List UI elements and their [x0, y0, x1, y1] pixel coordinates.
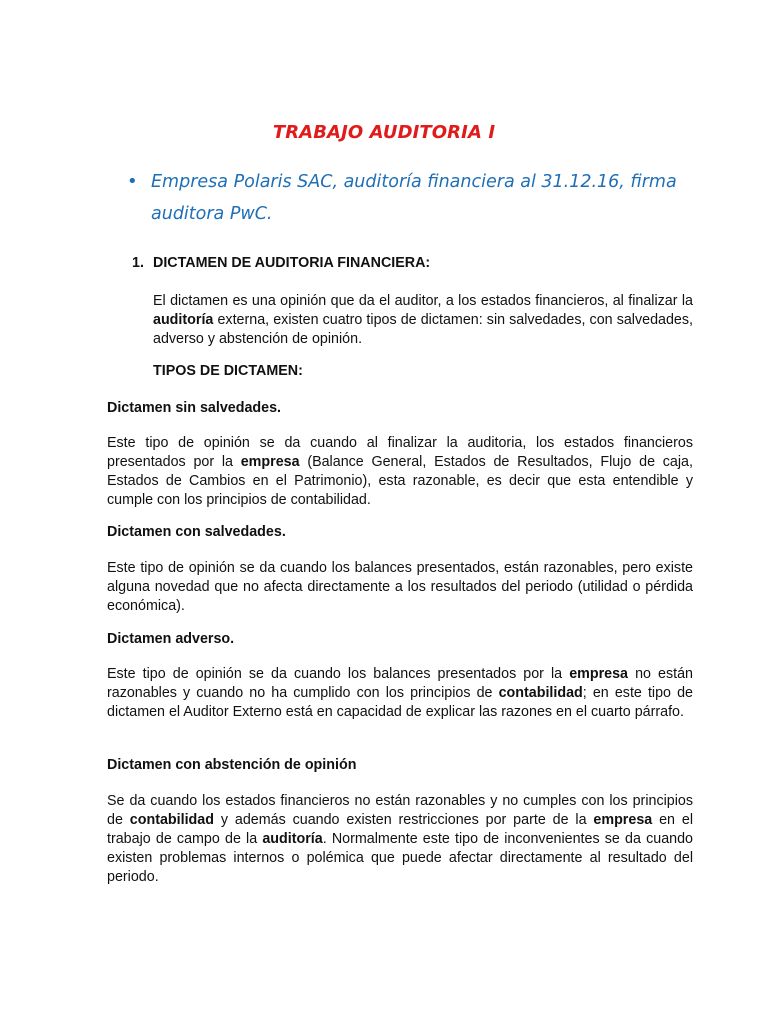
document-title: TRABAJO AUDITORIA I — [272, 122, 496, 143]
intro-paragraph: El dictamen es una opinión que da el auditor, a los estados financieros, al finalizar la auditoría externa, existen cuatro tipos de dictamen: sin salvedades, con salvedades, adverso y abstención de opinión. — [153, 293, 693, 347]
type-heading: Dictamen adverso. — [107, 631, 235, 647]
section-heading — [132, 254, 692, 273]
types-heading: TIPOS DE DICTAMEN: — [153, 363, 303, 379]
type-heading: Dictamen con salvedades. — [107, 524, 286, 540]
type-heading: Dictamen sin salvedades. — [107, 400, 282, 416]
company-description: Empresa Polaris SAC, auditoría financiera al 31.12.16, firma auditora PwC. — [151, 172, 677, 224]
section-number: 1. — [132, 255, 144, 271]
type-paragraph: Este tipo de opinión se da cuando al finalizar la auditoria, los estados financieros presentados por la empresa (Balance General, Estados de Resultados, Flujo de caja, Estados de Cambios en el Patrimonio), esta razonable, es decir que esta entendible y cumple con los principios de contabilidad. — [107, 435, 693, 508]
company-bullet — [127, 166, 687, 230]
section-title: DICTAMEN DE AUDITORIA FINANCIERA: — [153, 255, 431, 271]
bullet-marker: • — [127, 171, 138, 192]
type-paragraph: Este tipo de opinión se da cuando los balances presentados por la empresa no están razonables y cuando no ha cumplido con los principios de contabilidad; en este tipo de dictamen el Auditor Externo está en capacidad de explicar las razones en el cuarto párrafo. — [107, 666, 694, 720]
type-heading: Dictamen con abstención de opinión — [107, 757, 357, 773]
type-paragraph: Se da cuando los estados financieros no están razonables y no cumples con los principios de contabilidad y además cuando existen restricciones por parte de la empresa en el trabajo de campo de la auditoría. Normalmente este tipo de inconvenientes se da cuando existen problemas internos o polémica que puede afectar directamente al resultado del periodo. — [107, 793, 694, 885]
type-paragraph: Este tipo de opinión se da cuando los balances presentados, están razonables, pero existe alguna novedad que no afecta directamente a los resultados del periodo (utilidad o pérdida económica). — [107, 560, 693, 614]
